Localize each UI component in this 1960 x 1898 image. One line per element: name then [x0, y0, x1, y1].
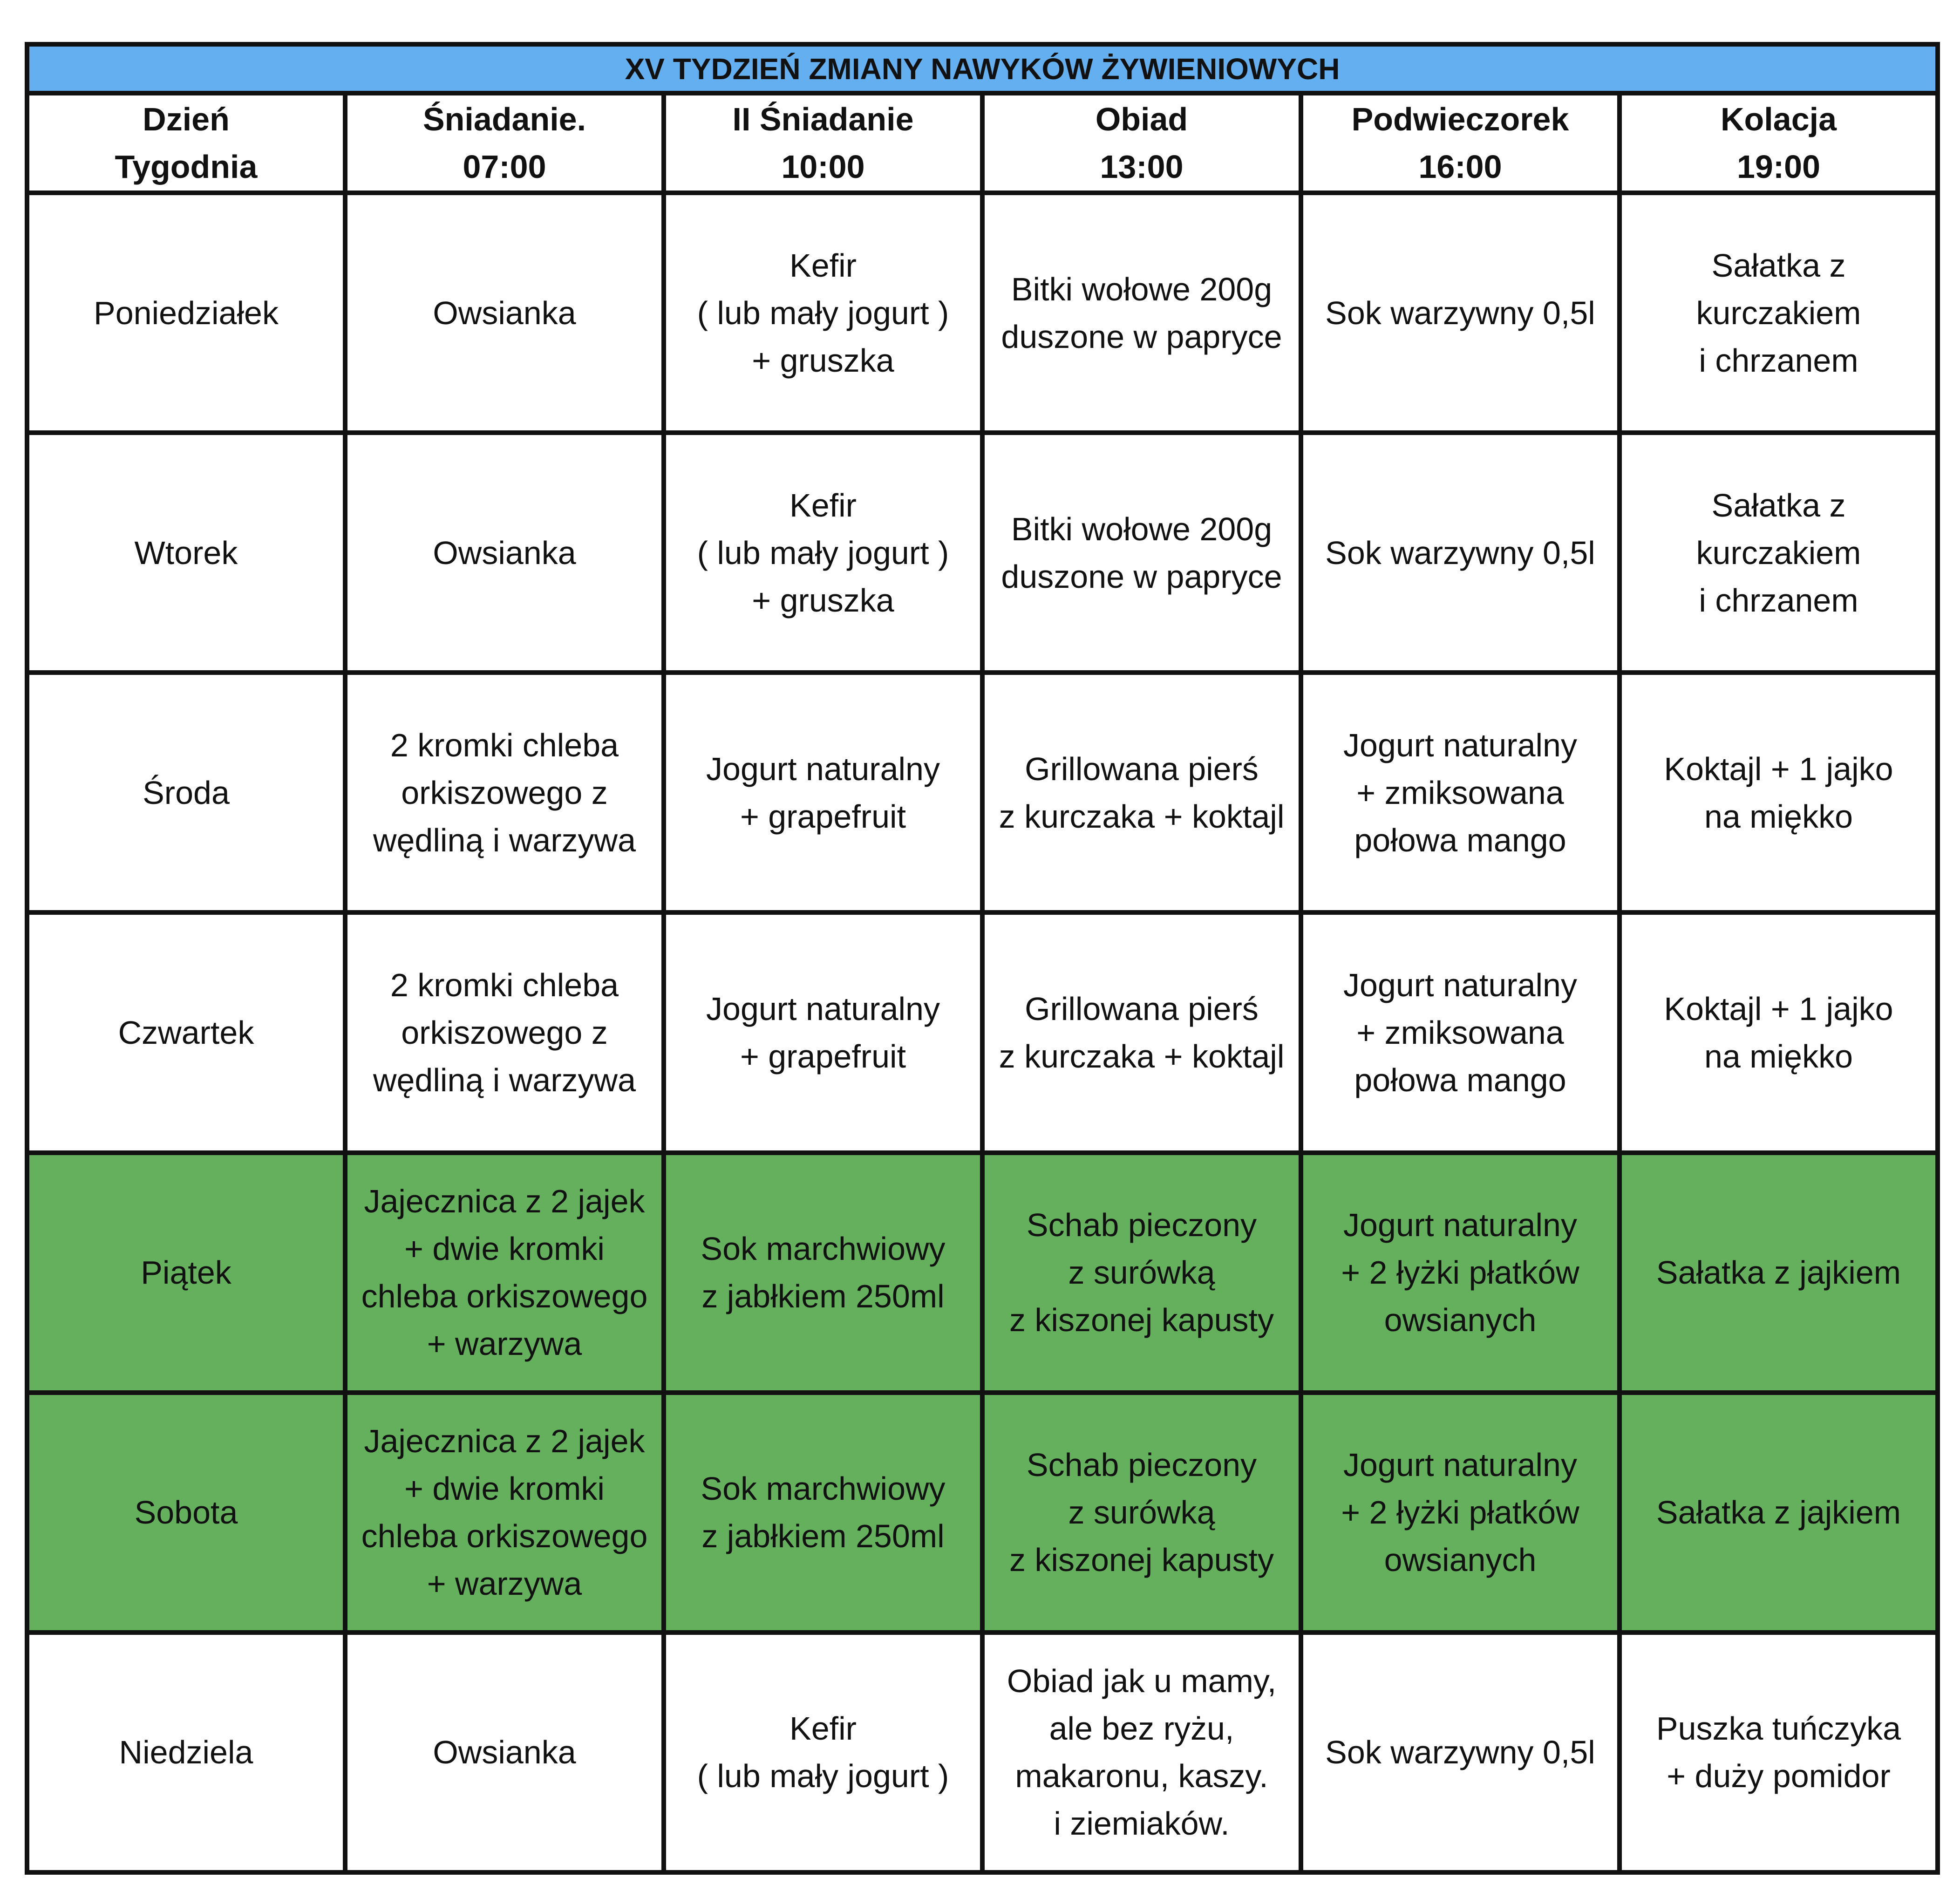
- header-label-line2: 16:00: [1418, 149, 1502, 185]
- meal-text-line: orkiszowego z: [401, 1014, 608, 1051]
- breakfast-cell: [345, 1153, 664, 1393]
- second-breakfast-cell: [664, 1393, 982, 1633]
- meal-text-line: Sałatka z: [1711, 247, 1846, 284]
- meal-text-line: Jogurt naturalny: [706, 750, 940, 787]
- lunch-cell: [982, 1633, 1301, 1872]
- meal-text-line: Bitki wołowe 200g: [1011, 510, 1273, 547]
- dinner-cell: [1620, 673, 1938, 912]
- table-row: [27, 1153, 1938, 1393]
- day-cell: [27, 673, 345, 912]
- day-cell: [27, 1393, 345, 1633]
- meal-text-line: chleba orkiszowego: [361, 1278, 648, 1315]
- header-label-line1: Dzień: [143, 101, 230, 137]
- title-row: [27, 44, 1938, 93]
- second-breakfast-cell: [664, 433, 982, 673]
- meal-text-line: Owsianka: [433, 294, 576, 331]
- table-row: [27, 193, 1938, 433]
- meal-text-line: + grapefruit: [740, 1038, 906, 1075]
- meal-text-line: + warzywa: [427, 1326, 582, 1362]
- breakfast-cell: [345, 193, 664, 433]
- meal-text-line: z kiszonej kapusty: [1009, 1302, 1274, 1339]
- lunch-cell: [982, 433, 1301, 673]
- breakfast-cell: [345, 1633, 664, 1872]
- meal-text-line: Schab pieczony: [1026, 1447, 1257, 1483]
- dinner-cell: [1620, 1153, 1938, 1393]
- meal-text-line: Jajecznica z 2 jajek: [364, 1183, 645, 1220]
- header-lunch: [982, 93, 1301, 193]
- header-label-line1: Śniadanie.: [422, 101, 586, 137]
- meal-text-line: z kurczaka + koktajl: [999, 798, 1285, 835]
- afternoon-snack-cell: [1301, 1153, 1620, 1393]
- meal-text-line: ( lub mały jogurt ): [697, 534, 949, 571]
- meal-text-line: z jabłkiem 250ml: [701, 1278, 945, 1315]
- table-body: [27, 193, 1938, 1872]
- day-label: Sobota: [134, 1494, 238, 1531]
- table-row: [27, 433, 1938, 673]
- meal-text-line: z jabłkiem 250ml: [701, 1518, 945, 1555]
- meal-text-line: i chrzanem: [1699, 342, 1858, 379]
- lunch-cell: [982, 673, 1301, 912]
- meal-text-line: 2 kromki chleba: [390, 727, 619, 763]
- meal-text-line: połowa mango: [1354, 1061, 1566, 1098]
- meal-text-line: Kefir: [789, 1710, 857, 1747]
- meal-text-line: + gruszka: [752, 582, 894, 619]
- meal-text-line: Bitki wołowe 200g: [1011, 271, 1273, 307]
- dinner-cell: [1620, 1393, 1938, 1633]
- meal-text-line: Owsianka: [433, 534, 576, 571]
- meal-text-line: + zmiksowana: [1356, 774, 1564, 811]
- breakfast-cell: [345, 1393, 664, 1633]
- meal-text-line: owsianych: [1384, 1302, 1537, 1339]
- table-row: [27, 912, 1938, 1152]
- lunch-cell: [982, 1393, 1301, 1633]
- meal-text-line: i chrzanem: [1699, 582, 1858, 619]
- breakfast-cell: [345, 673, 664, 912]
- meal-text-line: Owsianka: [433, 1734, 576, 1771]
- second-breakfast-cell: [664, 912, 982, 1152]
- header-second-breakfast: [664, 93, 982, 193]
- meal-text-line: Koktajl + 1 jajko: [1664, 990, 1893, 1027]
- meal-text-line: + duży pomidor: [1667, 1758, 1891, 1795]
- meal-text-line: + grapefruit: [740, 798, 906, 835]
- header-dinner: [1620, 93, 1938, 193]
- meal-text-line: 2 kromki chleba: [390, 966, 619, 1003]
- breakfast-cell: [345, 433, 664, 673]
- day-cell: [27, 193, 345, 433]
- second-breakfast-cell: [664, 193, 982, 433]
- meal-text-line: Grillowana pierś: [1025, 990, 1259, 1027]
- meal-text-line: Sałatka z jajkiem: [1656, 1254, 1901, 1291]
- meal-text-line: na miękko: [1704, 1038, 1853, 1075]
- meal-text-line: kurczakiem: [1696, 534, 1861, 571]
- meal-text-line: Jogurt naturalny: [1343, 1207, 1577, 1244]
- afternoon-snack-cell: [1301, 433, 1620, 673]
- lunch-cell: [982, 1153, 1301, 1393]
- meal-text-line: Jogurt naturalny: [1343, 727, 1577, 763]
- meal-text-line: orkiszowego z: [401, 774, 608, 811]
- header-row: [27, 93, 1938, 193]
- dinner-cell: [1620, 433, 1938, 673]
- day-label: Niedziela: [119, 1734, 253, 1771]
- meal-text-line: ale bez ryżu,: [1049, 1710, 1234, 1747]
- meal-text-line: + warzywa: [427, 1565, 582, 1602]
- day-label: Piątek: [141, 1254, 231, 1291]
- day-cell: [27, 1153, 345, 1393]
- meal-text-line: z surówką: [1068, 1254, 1215, 1291]
- meal-text-line: z kiszonej kapusty: [1009, 1542, 1274, 1578]
- day-label: Poniedziałek: [94, 294, 279, 331]
- meal-text-line: Koktajl + 1 jajko: [1664, 750, 1893, 787]
- meal-text-line: + gruszka: [752, 342, 894, 379]
- meal-text-line: duszone w papryce: [1001, 558, 1282, 595]
- day-cell: [27, 433, 345, 673]
- header-label-line2: 07:00: [463, 149, 546, 185]
- meal-text-line: makaronu, kaszy.: [1015, 1758, 1268, 1795]
- meal-text-line: ( lub mały jogurt ): [697, 294, 949, 331]
- table-title: XV TYDZIEŃ ZMIANY NAWYKÓW ŻYWIENIOWYCH: [27, 44, 1938, 93]
- afternoon-snack-cell: [1301, 912, 1620, 1152]
- meal-text-line: Sok marchwiowy: [701, 1231, 946, 1267]
- meal-text-line: kurczakiem: [1696, 294, 1861, 331]
- meal-text-line: + zmiksowana: [1356, 1014, 1564, 1051]
- afternoon-snack-cell: [1301, 1633, 1620, 1872]
- day-label: Środa: [143, 774, 230, 811]
- dinner-cell: [1620, 912, 1938, 1152]
- meal-text-line: na miękko: [1704, 798, 1853, 835]
- header-label-line1: Obiad: [1095, 101, 1188, 137]
- meal-text-line: Sałatka z jajkiem: [1656, 1494, 1901, 1531]
- meal-text-line: Obiad jak u mamy,: [1007, 1663, 1277, 1700]
- meal-text-line: Kefir: [789, 487, 857, 524]
- table-row: [27, 1393, 1938, 1633]
- header-label-line2: 13:00: [1100, 149, 1184, 185]
- meal-text-line: Sałatka z: [1711, 487, 1846, 524]
- meal-text-line: Jogurt naturalny: [1343, 966, 1577, 1003]
- meal-text-line: + dwie kromki: [404, 1470, 605, 1507]
- second-breakfast-cell: [664, 1633, 982, 1872]
- day-cell: [27, 912, 345, 1152]
- meal-text-line: Kefir: [789, 247, 857, 284]
- header-label-line2: Tygodnia: [115, 149, 258, 185]
- breakfast-cell: [345, 912, 664, 1152]
- header-label-line2: 10:00: [781, 149, 865, 185]
- afternoon-snack-cell: [1301, 673, 1620, 912]
- meal-text-line: wędliną i warzywa: [373, 822, 636, 858]
- meal-text-line: owsianych: [1384, 1542, 1537, 1578]
- meal-text-line: + 2 łyżki płatków: [1341, 1494, 1579, 1531]
- meal-text-line: i ziemiaków.: [1054, 1805, 1230, 1842]
- meal-text-line: z surówką: [1068, 1494, 1215, 1531]
- meal-text-line: ( lub mały jogurt ): [697, 1758, 949, 1795]
- meal-text-line: Jogurt naturalny: [706, 990, 940, 1027]
- meal-text-line: Sok marchwiowy: [701, 1470, 946, 1507]
- afternoon-snack-cell: [1301, 1393, 1620, 1633]
- afternoon-snack-cell: [1301, 193, 1620, 433]
- meal-text-line: Sok warzywny 0,5l: [1325, 294, 1595, 331]
- header-day: [27, 93, 345, 193]
- day-cell: [27, 1633, 345, 1872]
- meal-text-line: Jajecznica z 2 jajek: [364, 1423, 645, 1460]
- header-breakfast: [345, 93, 664, 193]
- lunch-cell: [982, 193, 1301, 433]
- meal-text-line: Sok warzywny 0,5l: [1325, 534, 1595, 571]
- second-breakfast-cell: [664, 673, 982, 912]
- meal-text-line: Jogurt naturalny: [1343, 1447, 1577, 1483]
- meal-plan-table: [25, 42, 1940, 1875]
- meal-text-line: połowa mango: [1354, 822, 1566, 858]
- meal-text-line: duszone w papryce: [1001, 318, 1282, 355]
- meal-text-line: Puszka tuńczyka: [1656, 1710, 1901, 1747]
- header-label-line1: II Śniadanie: [732, 101, 914, 137]
- table-row: [27, 1633, 1938, 1872]
- header-afternoon-snack: [1301, 93, 1620, 193]
- header-label-line1: Kolacja: [1721, 101, 1837, 137]
- second-breakfast-cell: [664, 1153, 982, 1393]
- dinner-cell: [1620, 193, 1938, 433]
- meal-text-line: + 2 łyżki płatków: [1341, 1254, 1579, 1291]
- meal-text-line: Grillowana pierś: [1025, 750, 1259, 787]
- lunch-cell: [982, 912, 1301, 1152]
- meal-text-line: z kurczaka + koktajl: [999, 1038, 1285, 1075]
- meal-text-line: + dwie kromki: [404, 1231, 605, 1267]
- meal-text-line: Schab pieczony: [1026, 1207, 1257, 1244]
- table-row: [27, 673, 1938, 912]
- dinner-cell: [1620, 1633, 1938, 1872]
- header-label-line2: 19:00: [1736, 149, 1821, 185]
- day-label: Wtorek: [134, 534, 238, 571]
- meal-text-line: Sok warzywny 0,5l: [1325, 1734, 1595, 1771]
- header-label-line1: Podwieczorek: [1351, 101, 1569, 137]
- meal-text-line: chleba orkiszowego: [361, 1518, 648, 1555]
- day-label: Czwartek: [118, 1014, 254, 1051]
- meal-text-line: wędliną i warzywa: [373, 1061, 636, 1098]
